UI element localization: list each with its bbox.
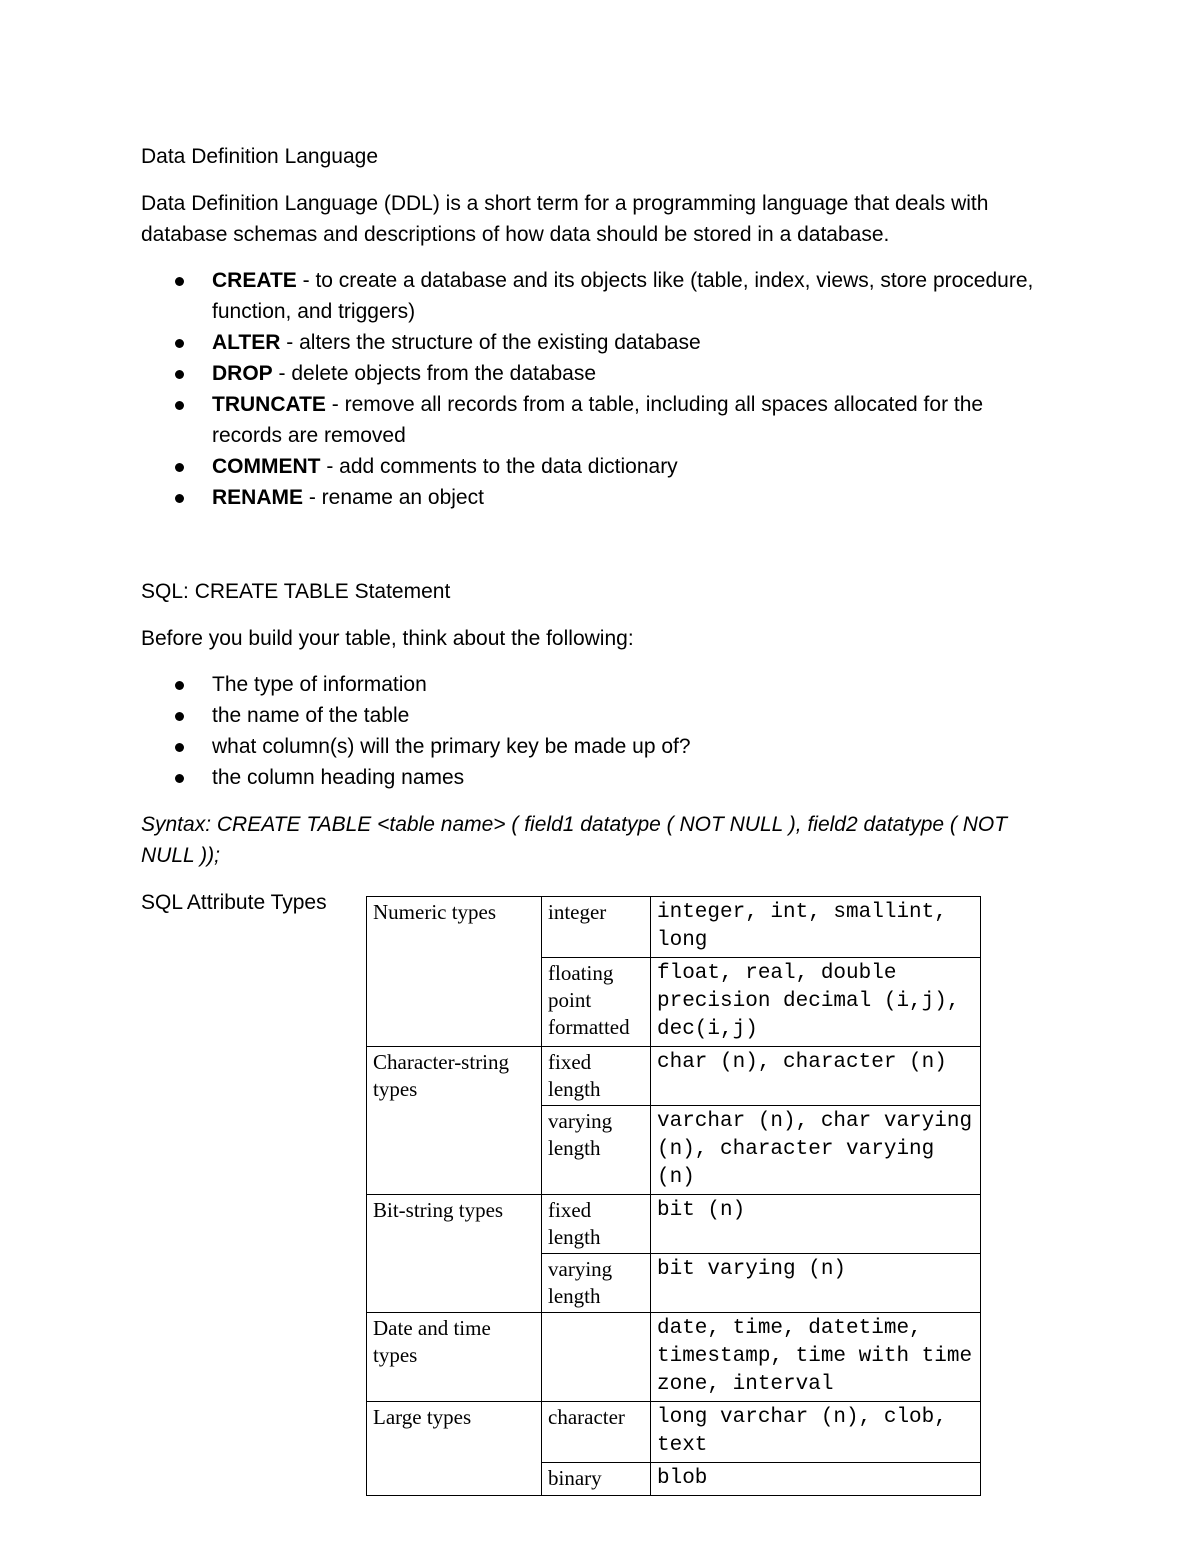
command-term: TRUNCATE — [212, 393, 326, 416]
types-cell: float, real, double precision decimal (i,j), dec(i,j) — [651, 958, 981, 1047]
attribute-types-table — [366, 896, 981, 1496]
consideration-list — [141, 669, 691, 793]
list-item — [141, 327, 1033, 358]
subtype-cell: floating point formatted — [542, 958, 651, 1047]
attr-types-heading: SQL Attribute Types — [141, 891, 327, 914]
command-term: CREATE — [212, 269, 297, 292]
list-item — [141, 265, 1033, 327]
list-item — [141, 482, 1033, 513]
command-desc: - rename an object — [303, 486, 484, 509]
table-row — [367, 1402, 981, 1463]
types-cell: bit (n) — [651, 1195, 981, 1254]
subtype-cell: fixed length — [542, 1195, 651, 1254]
list-item: what column(s) will the primary key be made up of? — [141, 731, 691, 762]
subtype-cell: varying length — [542, 1106, 651, 1195]
syntax-line-2: NULL )); — [141, 844, 220, 867]
category-cell: Date and time types — [367, 1313, 542, 1402]
list-item: The type of information — [141, 669, 691, 700]
command-term: COMMENT — [212, 455, 321, 478]
types-cell: bit varying (n) — [651, 1254, 981, 1313]
subtype-cell — [542, 1313, 651, 1402]
list-item: the column heading names — [141, 762, 691, 793]
types-cell: varchar (n), char varying (n), character varying (n) — [651, 1106, 981, 1195]
types-cell: long varchar (n), clob, text — [651, 1402, 981, 1463]
types-cell: char (n), character (n) — [651, 1047, 981, 1106]
syntax-line-1: Syntax: CREATE TABLE <table name> ( field1 datatype ( NOT NULL ), field2 datatype ( NOT — [141, 813, 1008, 836]
list-item: the name of the table — [141, 700, 691, 731]
command-desc: - alters the structure of the existing database — [280, 331, 701, 354]
command-desc: - remove all records from a table, including all spaces allocated for the — [325, 393, 984, 416]
subtype-cell: character — [542, 1402, 651, 1463]
command-desc: - add comments to the data dictionary — [320, 455, 678, 478]
command-term: ALTER — [212, 331, 281, 354]
category-cell: Character-string types — [367, 1047, 542, 1195]
command-desc: - delete objects from the database — [272, 362, 597, 385]
subtype-cell: varying length — [542, 1254, 651, 1313]
heading-create-table: SQL: CREATE TABLE Statement — [141, 580, 451, 603]
subtype-cell: binary — [542, 1463, 651, 1496]
types-cell: blob — [651, 1463, 981, 1496]
category-cell: Numeric types — [367, 897, 542, 1047]
table-row — [367, 1313, 981, 1402]
bullet-icon — [175, 774, 184, 783]
command-desc-cont: function, and triggers) — [212, 300, 416, 323]
bullet-icon — [175, 370, 184, 379]
subtype-cell: integer — [542, 897, 651, 958]
command-desc-cont: records are removed — [212, 424, 406, 447]
types-cell: integer, int, smallint, long — [651, 897, 981, 958]
bullet-icon — [175, 743, 184, 752]
heading-ddl: Data Definition Language — [141, 145, 379, 168]
bullet-icon — [175, 463, 184, 472]
category-cell: Large types — [367, 1402, 542, 1496]
category-cell: Bit-string types — [367, 1195, 542, 1313]
intro-line-2: database schemas and descriptions of how data should be stored in a database. — [141, 223, 890, 246]
subtype-cell: fixed length — [542, 1047, 651, 1106]
bullet-icon — [175, 339, 184, 348]
list-item — [141, 451, 1033, 482]
command-desc: - to create a database and its objects like (table, index, views, store procedure, — [296, 269, 1034, 292]
before-build-text: Before you build your table, think about the following: — [141, 627, 634, 650]
list-item — [141, 358, 1033, 389]
command-term: DROP — [212, 362, 273, 385]
table-row — [367, 1195, 981, 1254]
command-term: RENAME — [212, 486, 304, 509]
intro-line-1: Data Definition Language (DDL) is a short term for a programming language that deals with — [141, 192, 989, 215]
bullet-icon — [175, 681, 184, 690]
ddl-command-list — [141, 265, 1033, 513]
table-row — [367, 897, 981, 958]
bullet-icon — [175, 401, 184, 410]
bullet-icon — [175, 277, 184, 286]
list-item — [141, 389, 1033, 451]
types-cell: date, time, datetime, timestamp, time with time zone, interval — [651, 1313, 981, 1402]
bullet-icon — [175, 712, 184, 721]
table-row — [367, 1047, 981, 1106]
bullet-icon — [175, 494, 184, 503]
